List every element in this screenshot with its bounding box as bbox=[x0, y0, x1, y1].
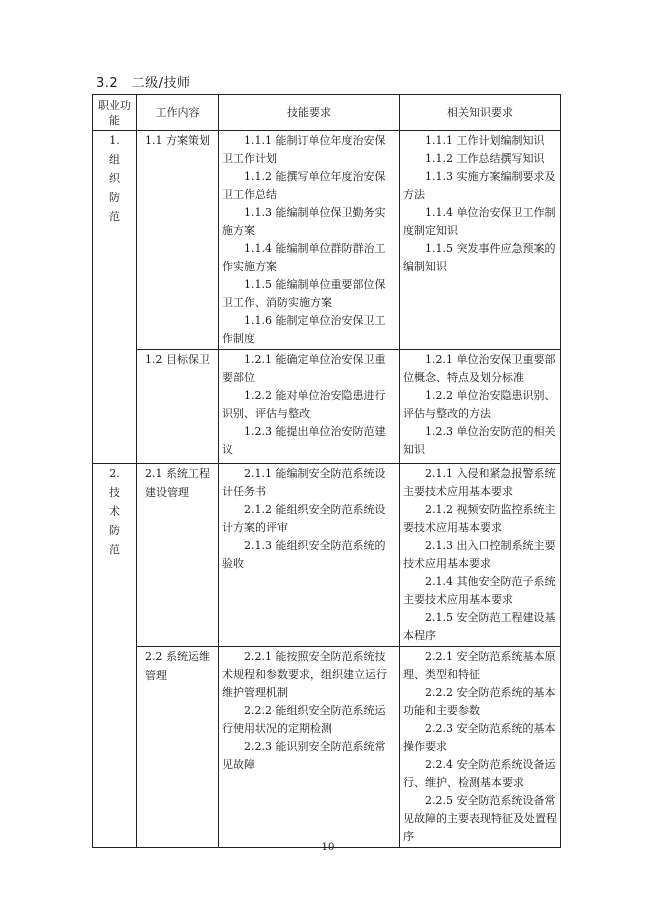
knowledge-item: 1.1.5 突发事件应急预案的编制知识 bbox=[403, 242, 556, 273]
knowledge-item: 1.1.4 单位治安保卫工作制度制定知识 bbox=[403, 206, 556, 237]
work-content-cell: 2.1 系统工程建设管理 bbox=[137, 464, 219, 647]
skills-table bbox=[92, 94, 561, 848]
skills-cell bbox=[219, 350, 400, 464]
function-cell bbox=[93, 464, 137, 848]
function-name: 2.技术防范 bbox=[109, 467, 120, 556]
knowledge-item: 2.2.3 安全防范系统的基本操作要求 bbox=[403, 722, 556, 753]
function-name: 1.组织防范 bbox=[109, 134, 120, 223]
table-row bbox=[93, 464, 561, 647]
knowledge-item: 2.2.1 安全防范系统基本原理、类型和特征 bbox=[403, 650, 556, 681]
knowledge-item: 2.1.1 入侵和紧急报警系统主要技术应用基本要求 bbox=[403, 467, 556, 498]
knowledge-cell bbox=[400, 647, 561, 848]
knowledge-item: 1.1.3 实施方案编制要求及方法 bbox=[403, 170, 556, 201]
skill-item: 1.1.6 能制定单位治安保卫工作制度 bbox=[222, 314, 386, 345]
skill-item: 1.1.2 能撰写单位年度治安保卫工作总结 bbox=[222, 170, 386, 201]
knowledge-item: 2.1.2 视频安防监控系统主要技术应用基本要求 bbox=[403, 503, 556, 534]
skill-item: 1.2.3 能提出单位治安防范建议 bbox=[222, 425, 386, 456]
knowledge-item: 2.1.5 安全防范工程建设基本程序 bbox=[403, 611, 556, 642]
table-header-row bbox=[93, 95, 561, 131]
skills-cell bbox=[219, 131, 400, 350]
knowledge-item: 2.2.5 安全防范系统设备常见故障的主要表现特征及处置程序 bbox=[403, 794, 557, 843]
knowledge-item: 2.2.4 安全防范系统设备运行、维护、检测基本要求 bbox=[403, 758, 556, 789]
skill-item: 1.1.4 能编制单位群防群治工作实施方案 bbox=[222, 242, 386, 273]
knowledge-item: 2.1.3 出入口控制系统主要技术应用基本要求 bbox=[403, 539, 556, 570]
skill-item: 2.2.1 能按照安全防范系统技术规程和参数要求，组织建立运行维护管理机制 bbox=[222, 650, 387, 699]
header-work: 工作内容 bbox=[137, 95, 219, 131]
knowledge-item: 2.1.4 其他安全防范子系统主要技术应用基本要求 bbox=[403, 575, 556, 606]
table-row bbox=[93, 131, 561, 350]
skill-item: 2.2.3 能识别安全防范系统常见故障 bbox=[222, 740, 386, 771]
skill-item: 1.2.1 能确定单位治安保卫重要部位 bbox=[222, 353, 386, 384]
knowledge-item: 1.2.2 单位治安隐患识别、评估与整改的方法 bbox=[403, 389, 556, 420]
knowledge-item: 1.2.1 单位治安保卫重要部位概念、特点及划分标准 bbox=[403, 353, 556, 384]
skill-item: 2.1.2 能组织安全防范系统设计方案的评审 bbox=[222, 503, 386, 534]
work-content-cell: 1.1 方案策划 bbox=[137, 131, 219, 350]
knowledge-item: 1.1.2 工作总结撰写知识 bbox=[425, 152, 545, 165]
work-content-cell: 1.2 目标保卫 bbox=[137, 350, 219, 464]
knowledge-item: 2.2.2 安全防范系统的基本功能和主要参数 bbox=[403, 686, 556, 717]
skill-item: 2.1.1 能编制安全防范系统设计任务书 bbox=[222, 467, 386, 498]
function-cell bbox=[93, 131, 137, 464]
knowledge-item: 1.2.3 单位治安防范的相关知识 bbox=[403, 425, 556, 456]
knowledge-cell bbox=[400, 464, 561, 647]
header-skills: 技能要求 bbox=[219, 95, 400, 131]
knowledge-cell bbox=[400, 350, 561, 464]
knowledge-item: 1.1.1 工作计划编制知识 bbox=[425, 134, 545, 147]
skills-cell bbox=[219, 647, 400, 848]
page-number: 10 bbox=[321, 842, 335, 853]
skill-item: 1.1.5 能编制单位重要部位保卫工作、消防实施方案 bbox=[222, 278, 386, 309]
skill-item: 2.1.3 能组织安全防范系统的验收 bbox=[222, 539, 386, 570]
knowledge-cell bbox=[400, 131, 561, 350]
work-content-cell: 2.2 系统运维管理 bbox=[137, 647, 219, 848]
skill-item: 2.2.2 能组织安全防范系统运行使用状况的定期检测 bbox=[222, 704, 386, 735]
section-title: 3.2 二级/技师 bbox=[96, 76, 191, 91]
skill-item: 1.1.1 能制订单位年度治安保卫工作计划 bbox=[222, 134, 386, 165]
table-row bbox=[93, 647, 561, 848]
header-function: 职业功能 bbox=[93, 95, 137, 131]
table-row bbox=[93, 350, 561, 464]
header-knowledge: 相关知识要求 bbox=[400, 95, 561, 131]
skill-item: 1.1.3 能编制单位保卫勤务实施方案 bbox=[222, 206, 386, 237]
skill-item: 1.2.2 能对单位治安隐患进行识别、评估与整改 bbox=[222, 389, 386, 420]
skills-cell bbox=[219, 464, 400, 647]
